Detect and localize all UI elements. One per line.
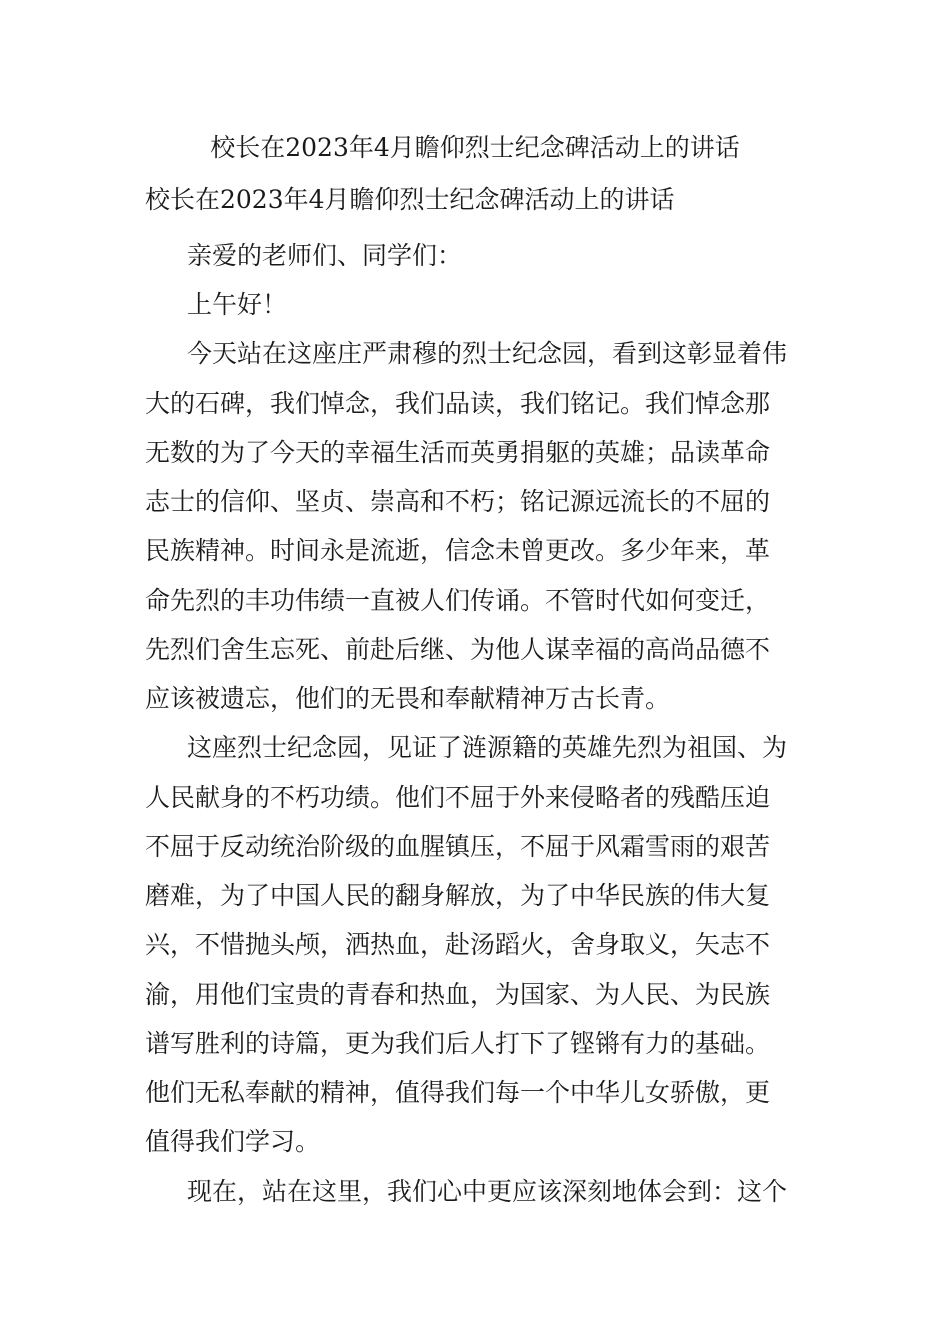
paragraph-line: 民族精神。时间永是流逝，信念未曾更改。多少年来，革 [145, 536, 771, 565]
salutation: 上午好！ [187, 290, 288, 319]
paragraph-line: 无数的为了今天的幸福生活而英勇捐躯的英雄；品读革命 [145, 438, 771, 467]
paragraph-line: 磨难，为了中国人民的翻身解放，为了中华民族的伟大复 [145, 881, 771, 910]
paragraph-line: 不屈于反动统治阶级的血腥镇压，不屈于风霜雪雨的艰苦 [145, 832, 771, 861]
paragraph-line: 他们无私奉献的精神，值得我们每一个中华儿女骄傲，更 [145, 1078, 771, 1107]
paragraph-line: 兴，不惜抛头颅，洒热血，赴汤蹈火，舍身取义，矢志不 [145, 930, 771, 959]
paragraph-line: 今天站在这座庄严肃穆的烈士纪念园，看到这彰显着伟 [187, 339, 788, 368]
paragraph-line: 命先烈的丰功伟绩一直被人们传诵。不管时代如何变迁， [145, 586, 771, 615]
paragraph-line: 志士的信仰、坚贞、崇高和不朽；铭记源远流长的不屈的 [145, 487, 771, 516]
greeting: 亲爱的老师们、同学们： [187, 241, 463, 270]
paragraph-line: 这座烈士纪念园，见证了涟源籍的英雄先烈为祖国、为 [187, 733, 788, 762]
paragraph-line: 渝，用他们宝贵的青春和热血，为国家、为人民、为民族 [145, 980, 771, 1009]
paragraph-line: 人民献身的不朽功绩。他们不屈于外来侵略者的残酷压迫 [145, 783, 771, 812]
document-title-repeat: 校长在2023年4月瞻仰烈士纪念碑活动上的讲话 [145, 185, 675, 214]
paragraph-line: 值得我们学习。 [145, 1127, 321, 1156]
paragraph-line: 谱写胜利的诗篇，更为我们后人打下了铿锵有力的基础。 [145, 1029, 771, 1058]
document-title: 校长在2023年4月瞻仰烈士纪念碑活动上的讲话 [210, 133, 740, 162]
paragraph-line: 应该被遗忘，他们的无畏和奉献精神万古长青。 [145, 684, 671, 713]
paragraph-line: 现在，站在这里，我们心中更应该深刻地体会到：这个 [187, 1177, 788, 1206]
paragraph-line: 大的石碑，我们悼念，我们品读，我们铭记。我们悼念那 [145, 389, 771, 418]
paragraph-line: 先烈们舍生忘死、前赴后继、为他人谋幸福的高尚品德不 [145, 635, 771, 664]
